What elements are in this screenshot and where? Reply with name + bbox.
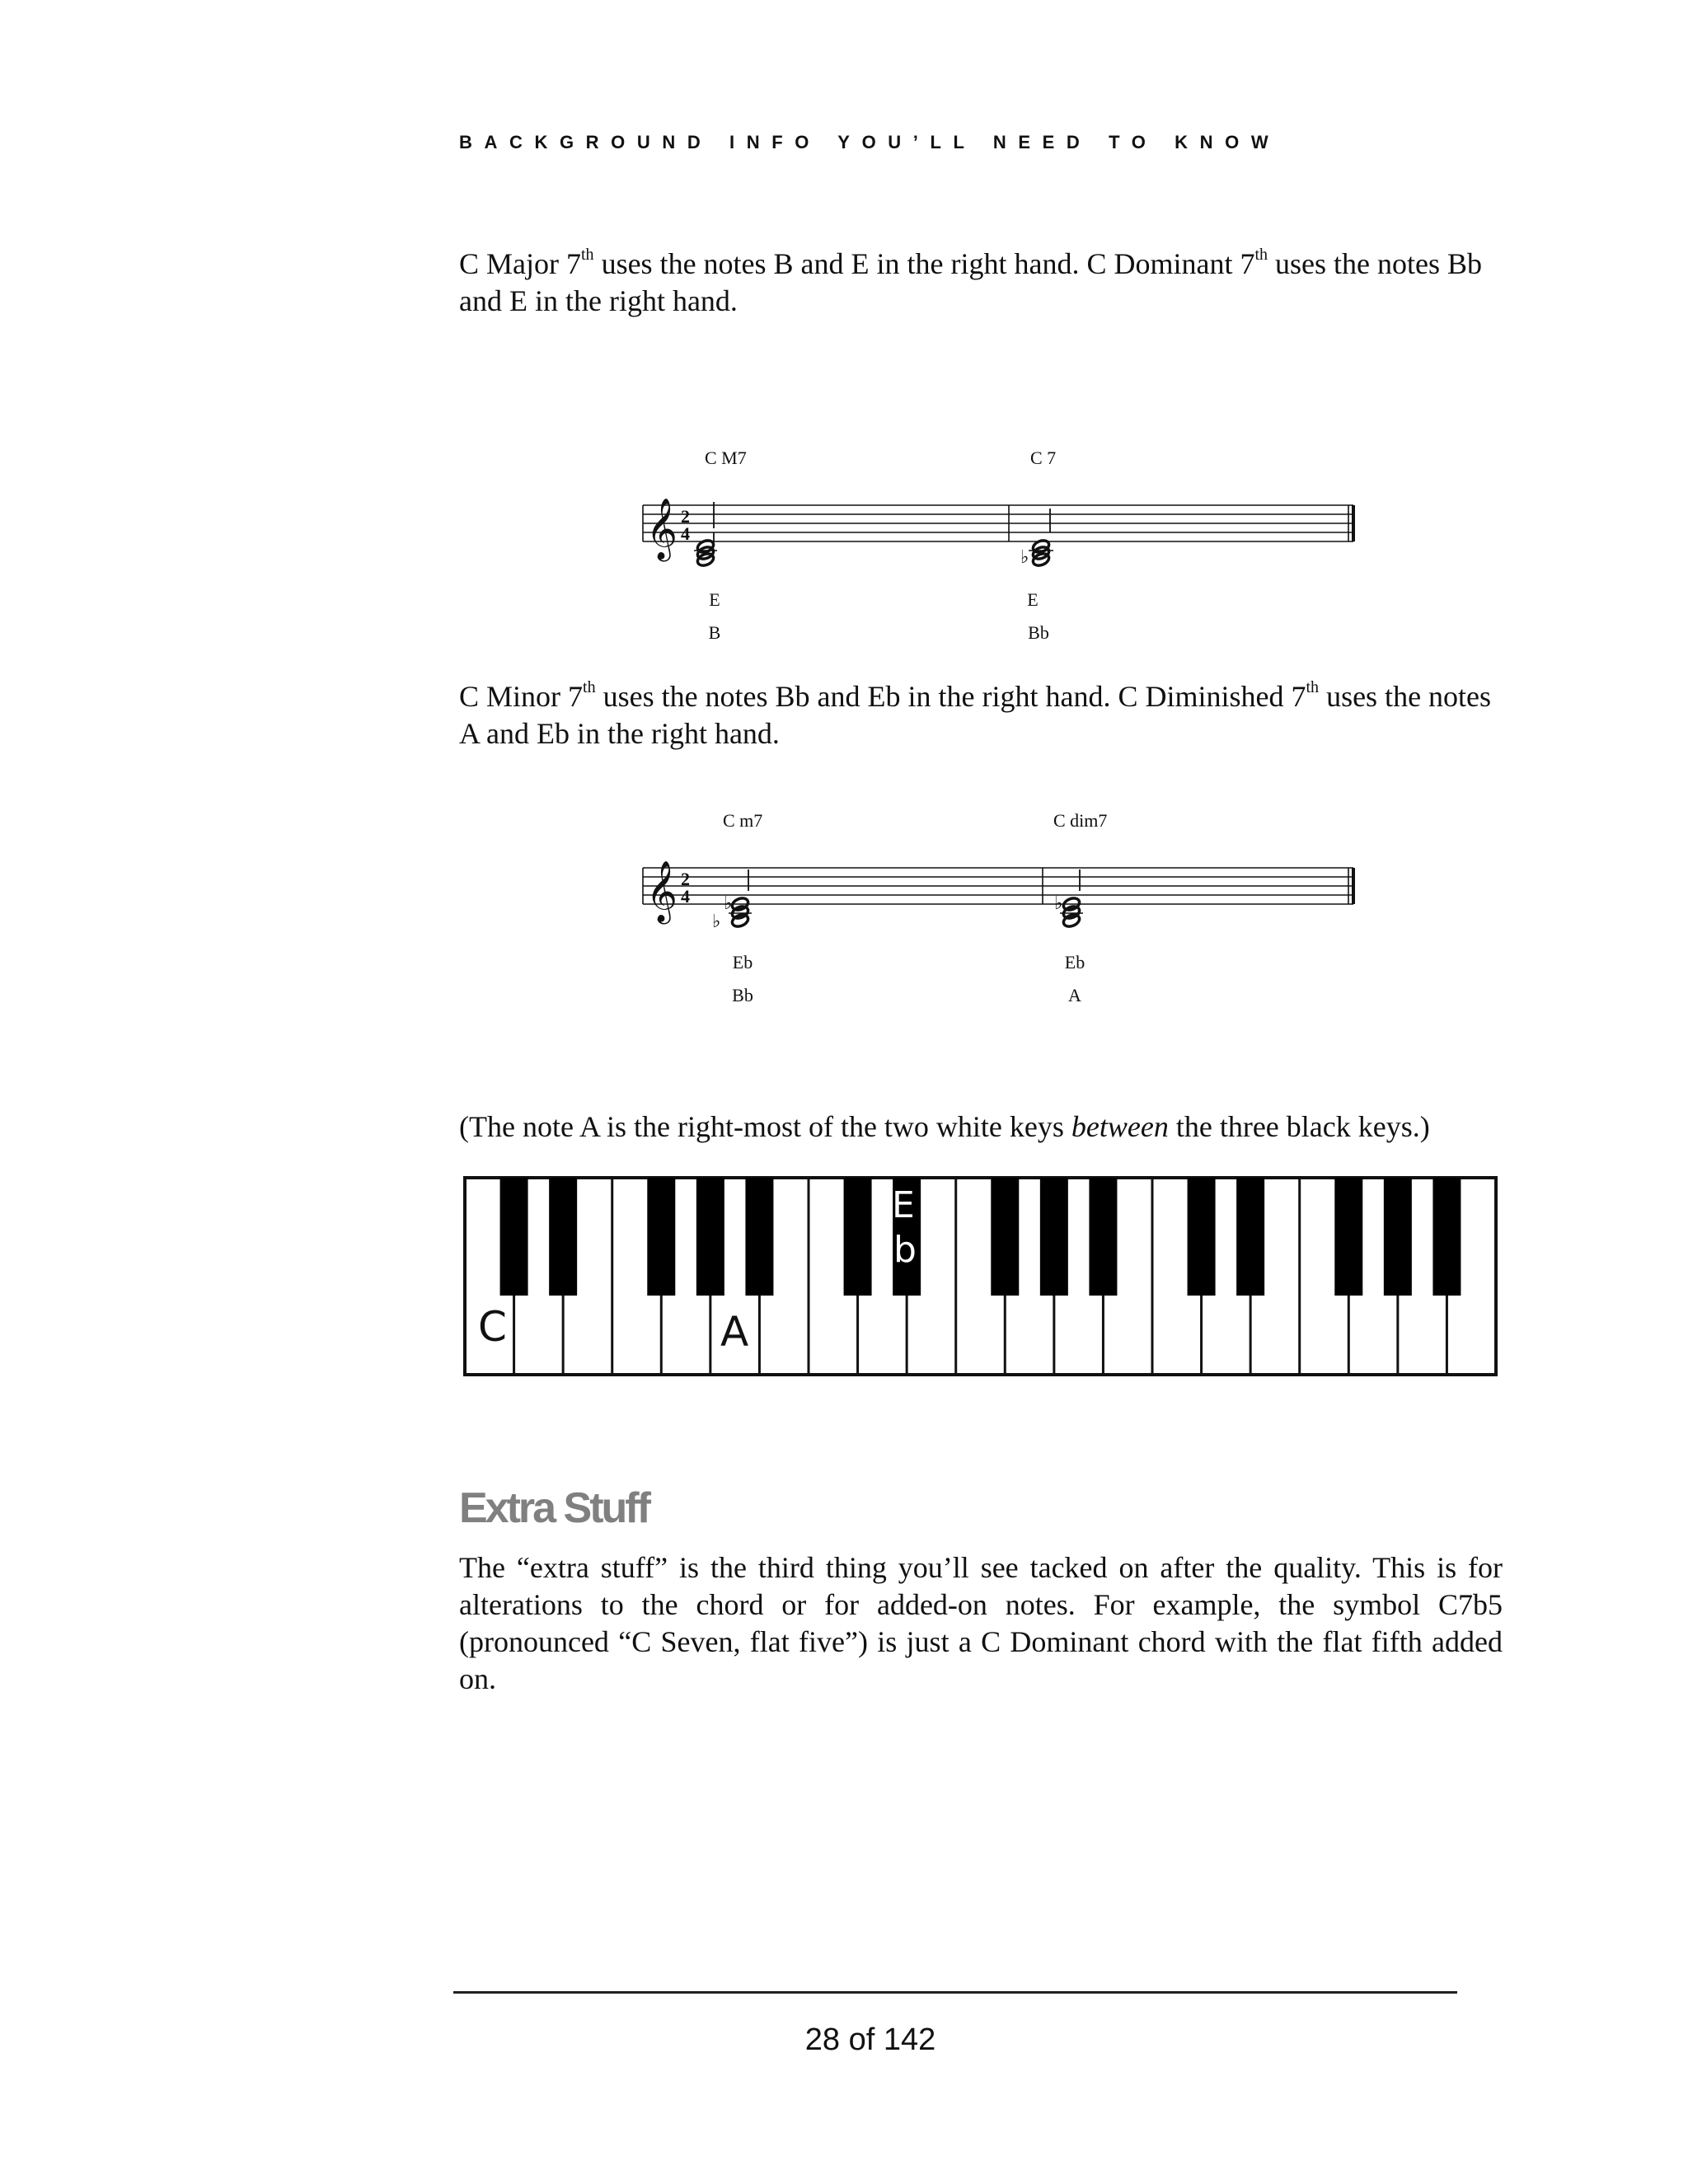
paragraph-note-a bbox=[459, 1108, 1503, 1146]
time-signature-bottom: 4 bbox=[681, 523, 690, 544]
black-key bbox=[647, 1178, 675, 1296]
black-key bbox=[1089, 1178, 1117, 1296]
text-span: uses the notes Bb and E in the right hand. bbox=[459, 247, 1483, 317]
black-key bbox=[844, 1178, 872, 1296]
black-key bbox=[696, 1178, 724, 1296]
treble-clef-icon: 𝄞 bbox=[646, 861, 678, 922]
time-signature-top: 2 bbox=[681, 506, 690, 527]
black-key bbox=[1040, 1178, 1068, 1296]
note-name: Bb bbox=[1028, 622, 1049, 643]
black-key bbox=[1432, 1178, 1461, 1296]
flat-icon: ♭ bbox=[712, 912, 721, 932]
piano-keyboard bbox=[463, 1176, 1498, 1376]
music-staff-minor-diminished bbox=[626, 812, 1368, 1010]
section-heading: Extra Stuff bbox=[459, 1484, 649, 1532]
chord-cdim7-notes bbox=[1054, 869, 1083, 929]
piano-svg bbox=[463, 1176, 1498, 1376]
footer-divider bbox=[453, 1991, 1457, 1994]
text-span: uses the notes B and E in the right hand. C Dominant 7 bbox=[593, 247, 1255, 280]
key-label-c: C bbox=[478, 1303, 507, 1351]
flat-icon: ♭ bbox=[1054, 893, 1063, 914]
staff-svg bbox=[626, 449, 1368, 647]
treble-clef-icon: 𝄞 bbox=[646, 499, 678, 560]
chord-c7-notes bbox=[1020, 509, 1053, 568]
running-header: BACKGROUND INFO YOU’LL NEED TO KNOW bbox=[459, 132, 1281, 152]
key-label-e: E bbox=[892, 1184, 915, 1226]
black-key bbox=[745, 1178, 773, 1296]
note-name: B bbox=[708, 622, 721, 643]
chord-symbol: C 7 bbox=[1030, 448, 1057, 468]
superscript: th bbox=[1254, 246, 1268, 264]
superscript: th bbox=[583, 678, 596, 696]
emphasis-text: between bbox=[1071, 1110, 1169, 1143]
note-name: E bbox=[709, 589, 720, 610]
paragraph-extra-stuff: The “extra stuff” is the third thing you’ll see tacked on after the quality. This is for alterations to the chord or for added-on notes. For example, the symbol C7b5 (pronounced “C Seven, flat five”) is just a C Dominant chord with the flat fifth added on. bbox=[459, 1551, 1503, 1695]
black-key bbox=[549, 1178, 577, 1296]
superscript: th bbox=[581, 246, 594, 264]
black-key bbox=[1188, 1178, 1216, 1296]
flat-icon: ♭ bbox=[1020, 547, 1029, 568]
text-span: C Minor 7 bbox=[459, 680, 584, 713]
text-span: uses the notes Bb and Eb in the right hand. C Diminished 7 bbox=[595, 680, 1306, 713]
superscript: th bbox=[1306, 678, 1320, 696]
note-name: A bbox=[1068, 985, 1081, 1005]
chord-cm7-notes bbox=[712, 869, 752, 932]
key-label-flat: b bbox=[893, 1229, 917, 1271]
chord-symbol: C m7 bbox=[723, 810, 763, 831]
text-span: C Major 7 bbox=[459, 247, 581, 280]
text-span: (The note A is the right-most of the two white keys bbox=[459, 1110, 1071, 1143]
flat-icon: ♭ bbox=[724, 893, 733, 914]
time-signature-top: 2 bbox=[681, 869, 690, 889]
black-key bbox=[1236, 1178, 1264, 1296]
note-name: Eb bbox=[1064, 952, 1085, 972]
text-span: the three black keys.) bbox=[1168, 1110, 1430, 1143]
paragraph-major-dominant bbox=[459, 246, 1503, 320]
staff-svg bbox=[626, 812, 1368, 1010]
music-staff-major-dominant bbox=[626, 449, 1368, 647]
black-key bbox=[1334, 1178, 1362, 1296]
black-key bbox=[500, 1178, 528, 1296]
chord-symbol: C M7 bbox=[705, 448, 747, 468]
black-key bbox=[1384, 1178, 1412, 1296]
note-name: Bb bbox=[732, 985, 753, 1005]
page-number: 28 of 142 bbox=[804, 2022, 936, 2057]
key-label-a: A bbox=[720, 1308, 749, 1356]
text-span: uses the notes A and Eb in the right hand. bbox=[459, 680, 1492, 750]
black-key bbox=[991, 1178, 1019, 1296]
chord-symbol: C dim7 bbox=[1053, 810, 1108, 831]
time-signature-bottom: 4 bbox=[681, 886, 690, 907]
note-name: Eb bbox=[732, 952, 753, 972]
chord-cmaj7-notes bbox=[694, 502, 717, 568]
note-name: E bbox=[1027, 589, 1039, 610]
paragraph-minor-diminished bbox=[459, 678, 1503, 752]
